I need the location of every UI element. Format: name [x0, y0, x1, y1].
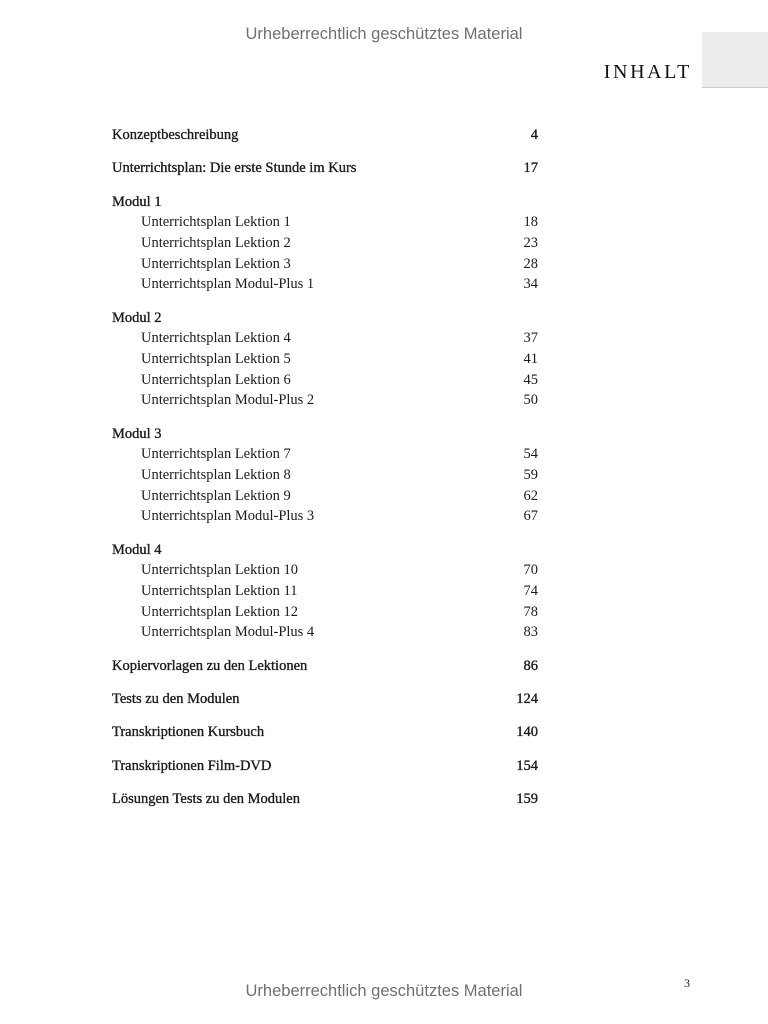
toc-subentry: [112, 254, 538, 275]
toc-subentry: [112, 274, 538, 295]
toc-subentry-label: Unterrichtsplan Modul-Plus 3: [141, 508, 315, 525]
toc-subentry-label: Unterrichtsplan Lektion 10: [141, 562, 299, 579]
toc-subentry: [112, 560, 538, 581]
toc-subentry: [112, 506, 538, 527]
toc-subentry: [112, 486, 538, 507]
toc-subentry-label: Unterrichtsplan Modul-Plus 1: [141, 276, 315, 293]
toc-subentry-page: 34: [523, 276, 538, 293]
toc-subentry-label: Unterrichtsplan Lektion 7: [141, 446, 291, 463]
table-of-contents: [112, 125, 538, 810]
toc-subentry: [112, 581, 538, 602]
toc-entry: [112, 689, 538, 710]
toc-entry-label: Kopiervorlagen zu den Lektionen: [112, 657, 308, 674]
toc-subentry-page: 70: [523, 562, 538, 579]
toc-entry: [112, 308, 538, 329]
toc-section-tests: [112, 689, 538, 710]
toc-section-konzeptbeschreibung: [112, 125, 538, 146]
toc-subentry-label: Unterrichtsplan Lektion 4: [141, 330, 291, 347]
toc-subentry: [112, 349, 538, 370]
toc-subentry-label: Unterrichtsplan Lektion 9: [141, 487, 291, 504]
toc-subentry-page: 23: [523, 235, 538, 252]
toc-subentry: [112, 390, 538, 411]
toc-entry-page: 4: [530, 127, 538, 143]
toc-entry-label: Modul 3: [112, 425, 162, 442]
page-number: 3: [684, 976, 690, 990]
toc-section-modul-4: [112, 540, 538, 643]
toc-entry: [112, 722, 538, 743]
toc-subentry-label: Unterrichtsplan Lektion 12: [141, 603, 299, 620]
toc-entry-page: 86: [523, 657, 538, 674]
toc-subentry-page: 45: [523, 371, 538, 388]
toc-entry-label: Modul 4: [112, 541, 162, 558]
toc-entry-page: 17: [523, 160, 538, 177]
toc-entry-label: Modul 2: [112, 309, 162, 326]
toc-subentry-page: 67: [523, 508, 538, 525]
toc-subentry-label: Unterrichtsplan Lektion 5: [141, 351, 291, 368]
toc-section-modul-1: [112, 192, 538, 295]
toc-entry-label: Tests zu den Modulen: [112, 690, 240, 707]
toc-section-transkriptionen-film: [112, 756, 538, 777]
toc-entry-page: 124: [516, 690, 538, 707]
toc-entry-label: Transkriptionen Kursbuch: [112, 724, 265, 741]
toc-subentry-page: 62: [523, 487, 538, 504]
toc-section-transkriptionen-kursbuch: [112, 722, 538, 743]
toc-subentry: [112, 444, 538, 465]
toc-subentry-page: 50: [523, 392, 538, 409]
copyright-watermark-bottom: Urheberrechtlich geschütztes Material: [245, 982, 523, 1000]
toc-entry-page: 159: [516, 791, 538, 808]
toc-subentry-page: 18: [523, 214, 538, 231]
toc-subentry-label: Unterrichtsplan Lektion 8: [141, 466, 291, 483]
toc-section-loesungen: [112, 789, 538, 810]
toc-subentry-page: 83: [523, 624, 538, 641]
toc-subentry-label: Unterrichtsplan Modul-Plus 2: [141, 392, 315, 409]
toc-entry: [112, 789, 538, 810]
toc-subentry-label: Unterrichtsplan Modul-Plus 4: [141, 624, 315, 641]
toc-section-modul-2: [112, 308, 538, 411]
toc-section-kopiervorlagen: [112, 656, 538, 677]
toc-entry-label: Lösungen Tests zu den Modulen: [112, 791, 300, 808]
toc-entry-label: Modul 1: [112, 193, 162, 210]
toc-subentry-label: Unterrichtsplan Lektion 6: [141, 371, 291, 388]
toc-entry-label: Konzeptbeschreibung: [112, 127, 239, 143]
toc-subentry-page: 28: [523, 255, 538, 272]
toc-subentry: [112, 465, 538, 486]
toc-subentry-label: Unterrichtsplan Lektion 2: [141, 235, 291, 252]
page-title: INHALT: [603, 61, 692, 83]
toc-entry-label: Transkriptionen Film-DVD: [112, 757, 272, 774]
toc-entry: [112, 158, 538, 179]
toc-entry: [112, 424, 538, 445]
toc-subentry: [112, 233, 538, 254]
toc-entry: [112, 656, 538, 677]
toc-subentry: [112, 212, 538, 233]
toc-subentry: [112, 370, 538, 391]
toc-subentry: [112, 328, 538, 349]
toc-entry-page: 140: [516, 724, 538, 741]
toc-entry: [112, 192, 538, 213]
toc-subentry-page: 54: [523, 446, 538, 463]
toc-subentry-page: 59: [523, 466, 538, 483]
toc-subentry-page: 41: [523, 351, 538, 368]
toc-entry: [112, 756, 538, 777]
toc-subentry-label: Unterrichtsplan Lektion 3: [141, 255, 291, 272]
chapter-tab-marker: [702, 32, 768, 88]
toc-subentry: [112, 622, 538, 643]
toc-entry-page: 154: [516, 757, 538, 774]
toc-subentry-label: Unterrichtsplan Lektion 11: [141, 582, 298, 599]
toc-entry-label: Unterrichtsplan: Die erste Stunde im Kurs: [112, 160, 357, 177]
toc-subentry-label: Unterrichtsplan Lektion 1: [141, 214, 291, 231]
toc-subentry: [112, 602, 538, 623]
toc-subentry-page: 37: [523, 330, 538, 347]
toc-subentry-page: 74: [523, 582, 538, 599]
toc-section-erste-stunde: [112, 158, 538, 179]
toc-entry: [112, 125, 538, 146]
toc-entry: [112, 540, 538, 561]
toc-section-modul-3: [112, 424, 538, 527]
copyright-watermark-top: Urheberrechtlich geschütztes Material: [245, 25, 523, 43]
toc-subentry-page: 78: [523, 603, 538, 620]
